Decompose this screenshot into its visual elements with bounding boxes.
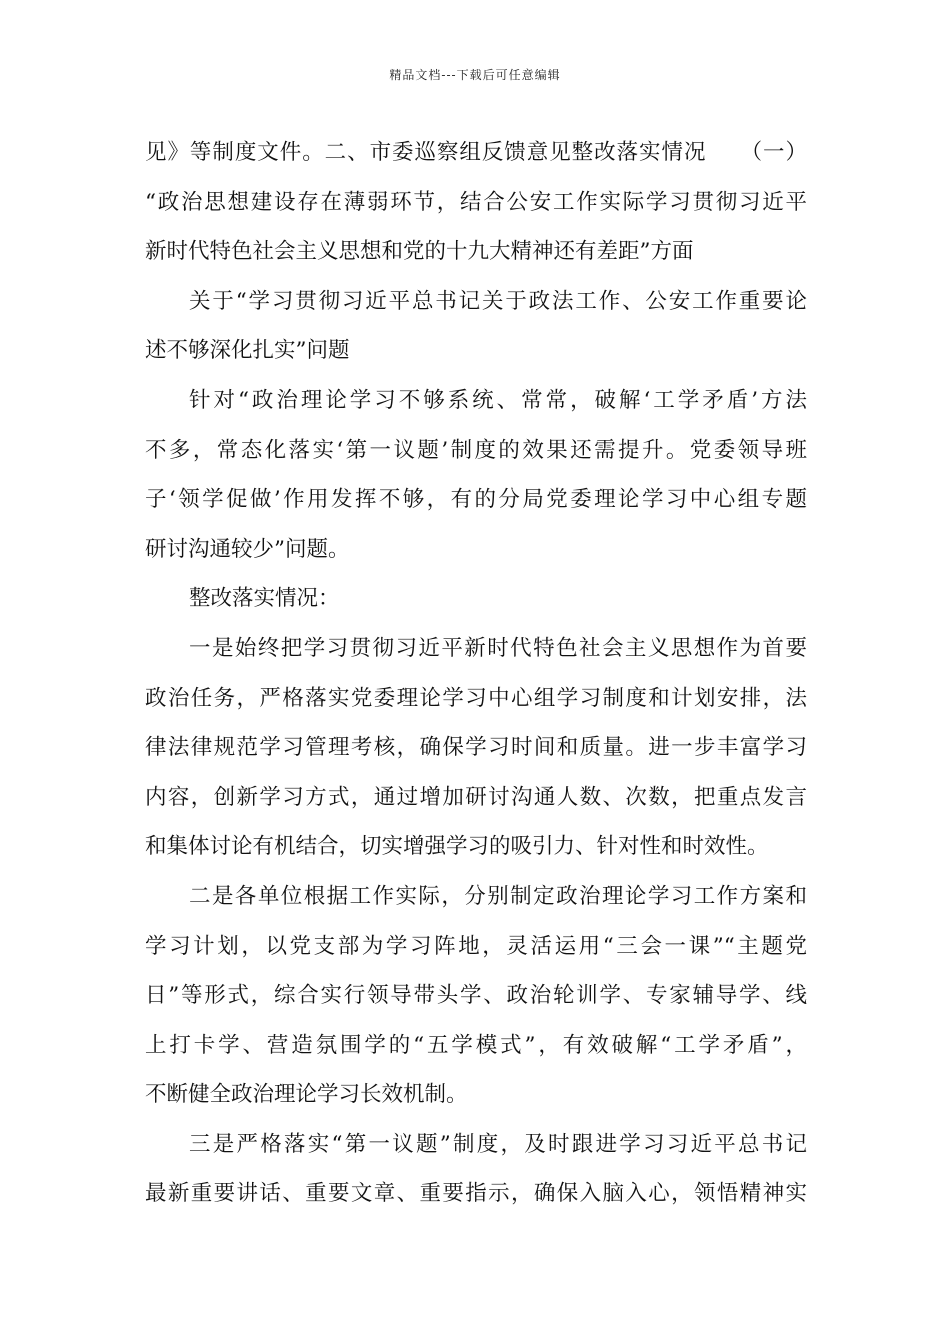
page-header: 精品文档---下载后可任意编辑 <box>389 68 561 82</box>
text-line: 学习计划，以党支部为学习阵地，灵活运用“三会一课”“主题党 <box>145 933 807 959</box>
paragraph <box>145 624 807 872</box>
text-line: 不多，常态化落实‘第一议题’制度的效果还需提升。党委领导班 <box>145 437 807 463</box>
document-body <box>145 128 807 1219</box>
paragraph <box>145 1120 807 1219</box>
text-line: 最新重要讲话、重要文章、重要指示，确保入脑入心，领悟精神实 <box>145 1181 807 1207</box>
text-line: 见》等制度文件。二、市委巡察组反馈意见整改落实情况 （一） <box>145 140 807 165</box>
text-line: 一是始终把学习贯彻习近平新时代特色社会主义思想作为首要 <box>189 635 807 661</box>
text-line: 和集体讨论有机结合，切实增强学习的吸引力、针对性和时效性。 <box>145 834 769 860</box>
text-line: 律法律规范学习管理考核，确保学习时间和质量。进一步丰富学习 <box>145 735 807 761</box>
text-line: 不断健全政治理论学习长效机制。 <box>145 1082 468 1108</box>
paragraph <box>145 128 807 277</box>
text-line: 关于“学习贯彻习近平总书记关于政法工作、公安工作重要论 <box>189 288 807 314</box>
text-line: 新时代特色社会主义思想和党的十九大精神还有差距”方面 <box>145 239 694 265</box>
text-line: 子‘领学促做’作用发挥不够，有的分局党委理论学习中心组专题 <box>145 487 807 513</box>
text-line: “政治思想建设存在薄弱环节，结合公安工作实际学习贯彻习近平 <box>145 189 807 215</box>
text-line: 三是严格落实“第一议题”制度，及时跟进学习习近平总书记 <box>189 1131 807 1157</box>
paragraph <box>145 872 807 1120</box>
text-line: 针对“政治理论学习不够系统、常常，破解‘工学矛盾’方法 <box>189 387 807 413</box>
text-line: 上打卡学、营造氛围学的“五学模式”，有效破解“工学矛盾”， <box>145 1032 807 1058</box>
text-line: 研讨沟通较少”问题。 <box>145 536 350 562</box>
text-line: 述不够深化扎实”问题 <box>145 338 350 364</box>
text-line: 日”等形式，综合实行领导带头学、政治轮训学、专家辅导学、线 <box>145 983 807 1009</box>
paragraph <box>145 574 807 624</box>
text-line: 二是各单位根据工作实际，分别制定政治理论学习工作方案和 <box>189 883 807 909</box>
paragraph <box>145 376 807 574</box>
text-line: 政治任务，严格落实党委理论学习中心组学习制度和计划安排，法 <box>145 685 807 711</box>
text-line: 内容，创新学习方式，通过增加研讨沟通人数、次数，把重点发言 <box>145 784 807 810</box>
paragraph <box>145 277 807 376</box>
text-line: 整改落实情况： <box>189 586 340 612</box>
